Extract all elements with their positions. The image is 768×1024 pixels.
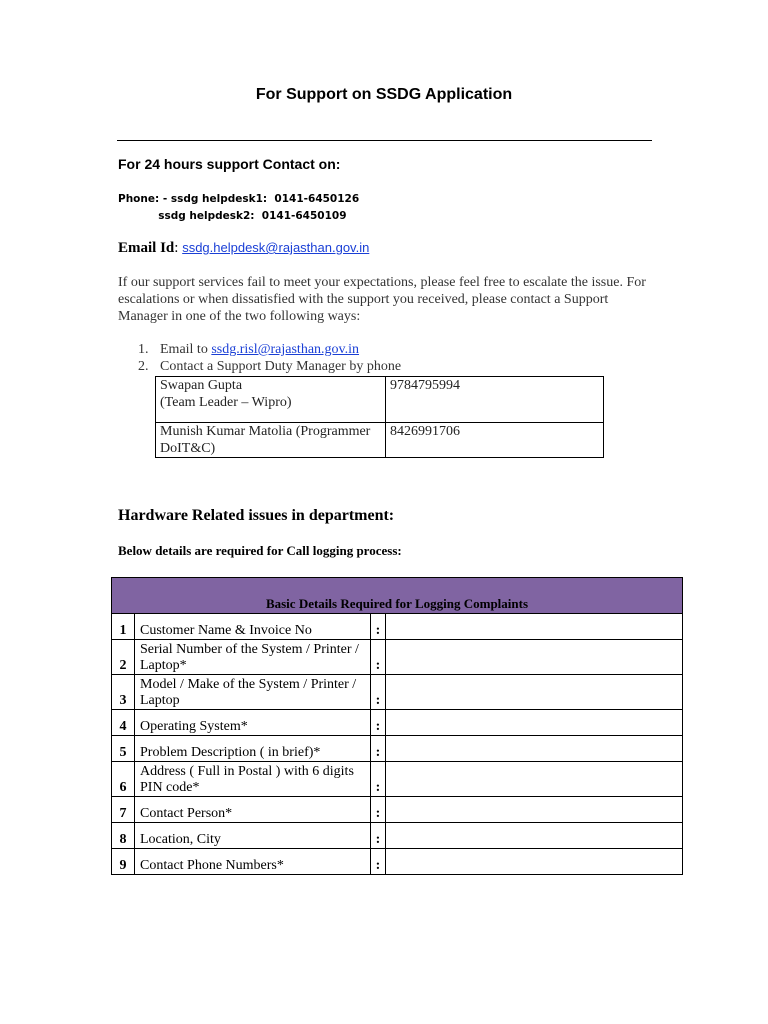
table-header: Basic Details Required for Logging Complaints bbox=[112, 578, 683, 614]
row-colon: : bbox=[371, 710, 386, 736]
table-row bbox=[112, 823, 683, 849]
list-number: 1. bbox=[138, 342, 149, 357]
row-label: Operating System* bbox=[135, 710, 371, 736]
manager-name: Swapan Gupta bbox=[160, 378, 243, 393]
row-label: Customer Name & Invoice No bbox=[135, 614, 371, 640]
table-row bbox=[156, 423, 604, 458]
row-colon: : bbox=[371, 849, 386, 875]
row-number: 1 bbox=[112, 614, 135, 640]
manager-name: Munish Kumar Matolia (Programmer bbox=[160, 424, 371, 439]
horizontal-rule bbox=[117, 140, 652, 141]
table-row bbox=[112, 849, 683, 875]
phone-helpdesk-2: ssdg helpdesk2: 0141-6450109 bbox=[118, 210, 347, 222]
escalation-email-link[interactable]: ssdg.risl@rajasthan.gov.in bbox=[211, 342, 360, 357]
phone-helpdesk-1: Phone: - ssdg helpdesk1: 0141-6450126 bbox=[118, 193, 360, 205]
row-number: 4 bbox=[112, 710, 135, 736]
row-value-field[interactable] bbox=[386, 736, 683, 762]
row-value-field[interactable] bbox=[386, 849, 683, 875]
row-number: 3 bbox=[112, 675, 135, 710]
row-number: 6 bbox=[112, 762, 135, 797]
table-row bbox=[112, 614, 683, 640]
row-label: Contact Phone Numbers* bbox=[135, 849, 371, 875]
row-label: Contact Person* bbox=[135, 797, 371, 823]
row-colon: : bbox=[371, 797, 386, 823]
support-heading: For 24 hours support Contact on: bbox=[118, 156, 341, 172]
row-value-field[interactable] bbox=[386, 797, 683, 823]
table-row bbox=[112, 675, 683, 710]
row-value-field[interactable] bbox=[386, 640, 683, 675]
table-row bbox=[112, 797, 683, 823]
row-value-field[interactable] bbox=[386, 614, 683, 640]
table-row bbox=[112, 762, 683, 797]
email-line bbox=[118, 240, 369, 257]
list-item-email bbox=[138, 342, 359, 358]
email-label: Email Id bbox=[118, 240, 175, 256]
manager-phone: 8426991706 bbox=[386, 423, 604, 458]
row-value-field[interactable] bbox=[386, 675, 683, 710]
helpdesk-email-link[interactable]: ssdg.helpdesk@rajasthan.gov.in bbox=[182, 240, 370, 255]
list-number: 2. bbox=[138, 359, 149, 374]
table-row bbox=[156, 377, 604, 423]
row-label: Problem Description ( in brief)* bbox=[135, 736, 371, 762]
row-value-field[interactable] bbox=[386, 762, 683, 797]
list-item-text: Contact a Support Duty Manager by phone bbox=[160, 359, 402, 374]
manager-name-cell bbox=[156, 423, 386, 458]
table-row bbox=[112, 736, 683, 762]
row-label: Location, City bbox=[135, 823, 371, 849]
page-title: For Support on SSDG Application bbox=[255, 86, 513, 103]
row-number: 2 bbox=[112, 640, 135, 675]
table-header-row bbox=[112, 578, 683, 614]
row-number: 7 bbox=[112, 797, 135, 823]
row-label: Serial Number of the System / Printer / Laptop* bbox=[135, 640, 371, 675]
row-label: Model / Make of the System / Printer / Laptop bbox=[135, 675, 371, 710]
manager-name-cell bbox=[156, 377, 386, 423]
row-colon: : bbox=[371, 762, 386, 797]
row-colon: : bbox=[371, 640, 386, 675]
row-colon: : bbox=[371, 823, 386, 849]
managers-table bbox=[155, 376, 604, 458]
row-colon: : bbox=[371, 614, 386, 640]
row-number: 5 bbox=[112, 736, 135, 762]
row-label: Address ( Full in Postal ) with 6 digits PIN code* bbox=[135, 762, 371, 797]
row-value-field[interactable] bbox=[386, 710, 683, 736]
escalation-paragraph: If our support services fail to meet your expectations, please feel free to escalate the issue. For escalations or when dissatisfied with the support you received, please contact a Support Manager in one of the two following ways: bbox=[118, 275, 646, 324]
row-number: 8 bbox=[112, 823, 135, 849]
call-logging-heading: Below details are required for Call logging process: bbox=[118, 543, 402, 558]
row-colon: : bbox=[371, 736, 386, 762]
list-item-phone bbox=[138, 359, 401, 375]
row-value-field[interactable] bbox=[386, 823, 683, 849]
manager-role: DoIT&C) bbox=[160, 441, 216, 456]
row-colon: : bbox=[371, 675, 386, 710]
manager-role: (Team Leader – Wipro) bbox=[160, 395, 292, 410]
complaint-details-table bbox=[111, 577, 683, 875]
table-row bbox=[112, 710, 683, 736]
hardware-heading: Hardware Related issues in department: bbox=[118, 507, 395, 524]
row-number: 9 bbox=[112, 849, 135, 875]
manager-phone: 9784795994 bbox=[386, 377, 604, 423]
list-item-text: Email to bbox=[160, 342, 212, 357]
email-separator: : bbox=[174, 240, 183, 256]
table-row bbox=[112, 640, 683, 675]
